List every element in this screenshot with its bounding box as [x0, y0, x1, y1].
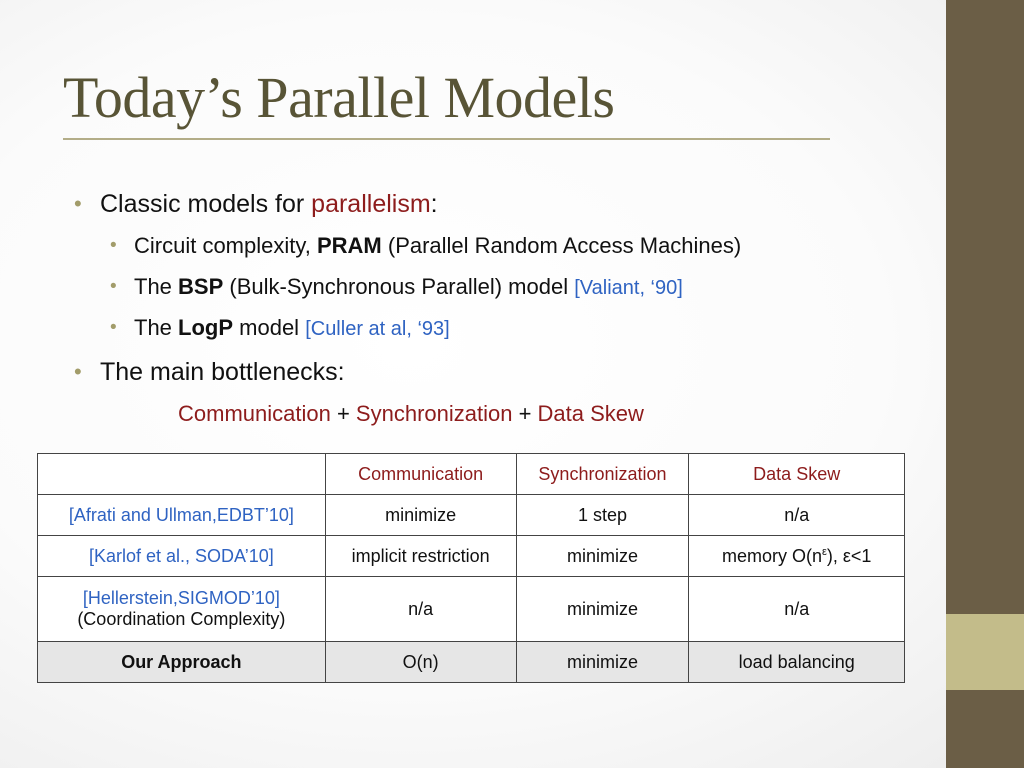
bullet-bsp: • The BSP (Bulk-Synchronous Parallel) model [Valiant, ‘90] — [134, 272, 683, 303]
row-communication: O(n) — [325, 642, 516, 683]
row-synchronization: minimize — [516, 642, 689, 683]
header-cell-communication: Communication — [325, 454, 516, 495]
title-underline — [63, 138, 830, 140]
table-header-row — [38, 454, 905, 495]
row-data-skew: memory $O(n^\varepsilon)$, ε<1 — [689, 536, 905, 577]
header-cell-data-skew: Data Skew — [689, 454, 905, 495]
row-data-skew: n/a — [689, 577, 905, 642]
citation-valiant: [Valiant, ‘90] — [574, 277, 683, 299]
row-communication: minimize — [325, 495, 516, 536]
header-cell-synchronization: Synchronization — [516, 454, 689, 495]
bullet-logp: • The LogP model [Culler at al, ‘93] — [134, 313, 450, 344]
header-cell-empty — [38, 454, 326, 495]
row-reference: [Afrati and Ullman,EDBT’10] — [38, 495, 326, 536]
row-data-skew: load balancing — [689, 642, 905, 683]
row-synchronization: 1 step — [516, 495, 689, 536]
slide-title: Today’s Parallel Models — [63, 65, 615, 130]
bullet-dot-icon: • — [110, 276, 117, 297]
row-reference: Our Approach — [38, 642, 326, 683]
bullet-dot-icon: • — [110, 235, 117, 256]
bottlenecks-summary: Communication + Synchronization + Data Skew — [178, 401, 644, 426]
bullet-pram: • Circuit complexity, PRAM (Parallel Random Access Machines) — [134, 231, 741, 261]
bottleneck-communication: Communication — [178, 401, 331, 426]
row-reference: [Hellerstein,SIGMOD’10] (Coordination Complexity) — [38, 577, 326, 642]
bullet-classic-models: • Classic models for parallelism: — [74, 190, 438, 218]
highlight-parallelism: parallelism — [311, 190, 431, 218]
citation-culler: [Culler at al, ‘93] — [305, 318, 450, 340]
table-row-our-approach — [38, 642, 905, 683]
bottleneck-synchronization: Synchronization — [355, 401, 513, 426]
bullet-dot-icon: • — [74, 191, 82, 216]
row-synchronization: minimize — [516, 577, 689, 642]
row-reference: [Karlof et al., SODA’10] — [38, 536, 326, 577]
bullet-bottlenecks: • The main bottlenecks: — [74, 358, 345, 386]
table-row — [38, 577, 905, 642]
table-row — [38, 495, 905, 536]
row-communication: n/a — [325, 577, 516, 642]
table-row — [38, 536, 905, 577]
row-synchronization: minimize — [516, 536, 689, 577]
bottleneck-data-skew: Data Skew — [537, 401, 644, 426]
row-communication: implicit restriction — [325, 536, 516, 577]
bullet-dot-icon: • — [110, 317, 117, 338]
row-data-skew: n/a — [689, 495, 905, 536]
bullet-dot-icon: • — [74, 359, 82, 384]
side-decoration-accent — [946, 614, 1024, 690]
comparison-table — [37, 453, 905, 683]
